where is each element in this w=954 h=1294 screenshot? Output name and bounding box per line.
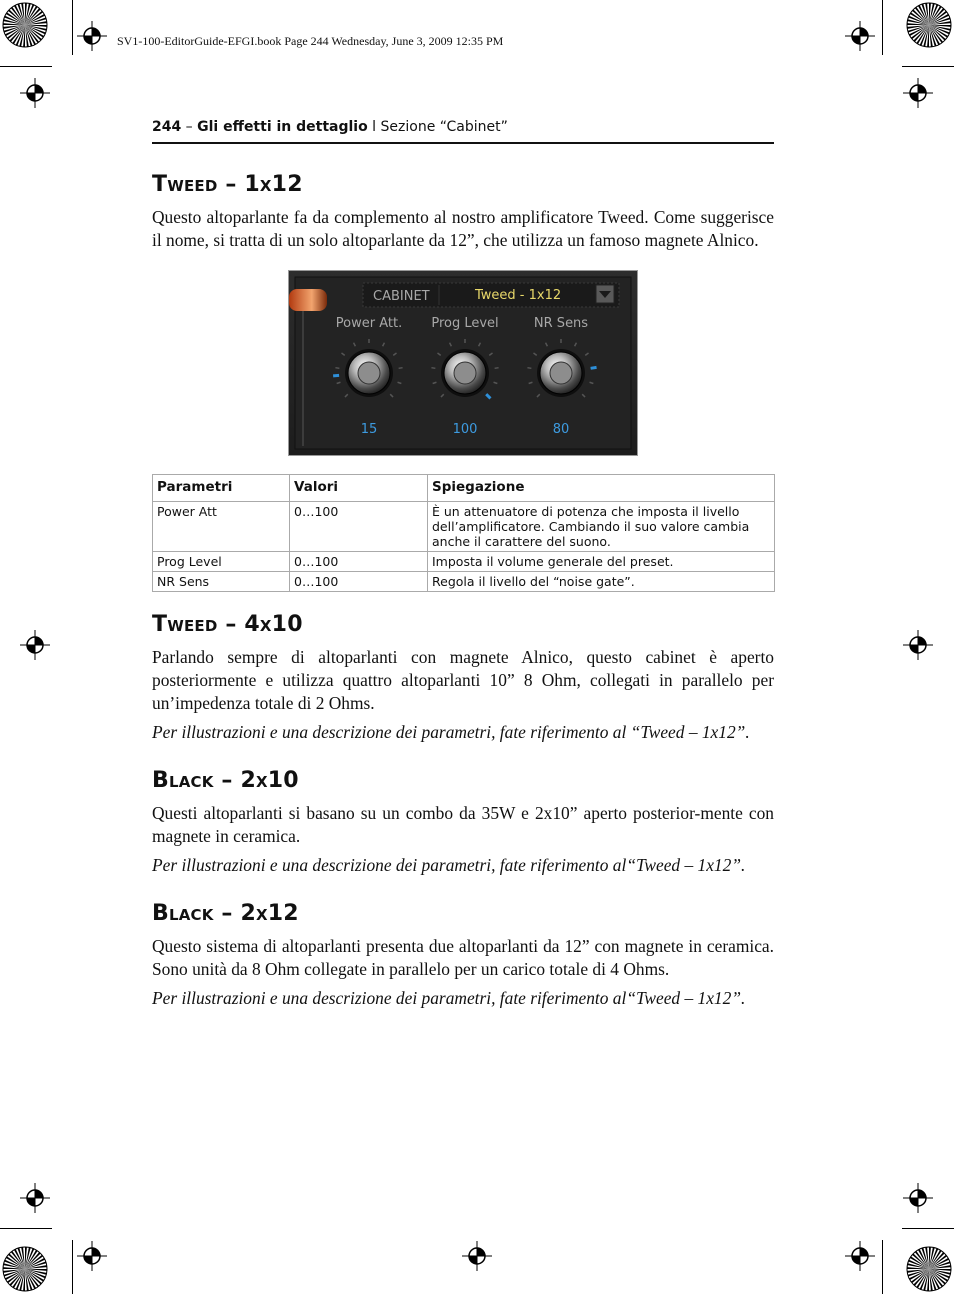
section-title: Black – 2x12 (152, 901, 299, 926)
knob-label: Prog Level (431, 316, 499, 331)
starburst-icon (2, 2, 48, 48)
section-name: Sezione “Cabinet” (380, 119, 508, 135)
section-body: Parlando sempre di altoparlanti con magnete Alnico, questo cabinet è aperto posteriormente e utilizza quattro altoparlanti 10” 8 Ohm, collegati in parallelo per un’impedenza totale di 2 Ohms. (152, 647, 774, 713)
knob-value: 100 (452, 422, 478, 437)
section-note: Per illustrazioni e una descrizione dei parametri, fate riferimento al“Tweed – 1x12”. (152, 988, 746, 1008)
knob-tick (399, 368, 403, 369)
section-note: Per illustrazioni e una descrizione dei parametri, fate riferimento al“Tweed – 1x12”. (152, 855, 746, 875)
starburst-icon (906, 1246, 952, 1292)
table-cell: 0…100 (290, 572, 428, 592)
section-title: Black – 2x10 (152, 768, 299, 793)
knob-tick (495, 368, 499, 369)
knob-cap (454, 362, 476, 384)
registration-mark-icon (845, 1241, 875, 1271)
starburst-icon (906, 2, 952, 48)
knob-label: NR Sens (533, 316, 589, 331)
registration-mark-icon (77, 21, 107, 51)
knob-tick (527, 368, 531, 369)
page-content (152, 170, 774, 1010)
page-number: 244 (152, 119, 182, 135)
knob-tick (431, 368, 435, 369)
table-cell: Regola il livello del “noise gate”. (428, 572, 775, 592)
section-note: Per illustrazioni e una descrizione dei parametri, fate riferimento al “Tweed – 1x12”. (152, 722, 750, 742)
lamp-icon (289, 289, 327, 311)
table-header: Spiegazione (428, 475, 775, 502)
table-cell: È un attenuatore di potenza che imposta il livello dell’amplificatore. Cambiando il suo valore cambia anche il carattere del suono. (428, 502, 775, 552)
parameters-table (152, 474, 775, 592)
header-rule (152, 142, 774, 144)
registration-mark-icon (903, 1183, 933, 1213)
running-head (152, 119, 774, 135)
print-slug: SV1-100-EditorGuide-EFGI.book Page 244 Wednesday, June 3, 2009 12:35 PM (117, 34, 504, 48)
knob-value: 15 (360, 422, 378, 437)
knob-label: Power Att. (335, 316, 403, 331)
table-cell: Prog Level (153, 552, 290, 572)
table-cell: NR Sens (153, 572, 290, 592)
registration-mark-icon (20, 1183, 50, 1213)
head-separator: l (367, 119, 381, 135)
chapter-title: Gli effetti in dettaglio (197, 119, 368, 135)
dropdown-arrow-icon[interactable] (596, 285, 614, 303)
cabinet-selected[interactable]: Tweed - 1x12 (475, 288, 562, 303)
registration-mark-icon (903, 78, 933, 108)
cabinet-label: CABINET (373, 289, 430, 304)
section-title: Tweed – 1x12 (152, 172, 303, 197)
cabinet-panel (289, 271, 637, 455)
table-cell: Imposta il volume generale del preset. (428, 552, 775, 572)
registration-mark-icon (845, 21, 875, 51)
knob-cap (550, 362, 572, 384)
starburst-icon (2, 1246, 48, 1292)
section-title: Tweed – 4x10 (152, 612, 303, 637)
registration-mark-icon (20, 630, 50, 660)
table-header: Parametri (153, 475, 290, 502)
table-cell: Power Att (153, 502, 290, 552)
registration-mark-icon (903, 630, 933, 660)
table-row (153, 502, 775, 552)
table-header: Valori (290, 475, 428, 502)
table-row (153, 552, 775, 572)
knob-tick (335, 368, 339, 369)
knob-level-indicator (591, 367, 597, 368)
section-body: Questi altoparlanti si basano su un combo da 35W e 2x10” aperto posterior-mente con magnete in ceramica. (152, 803, 774, 846)
knob-cap (358, 362, 380, 384)
section-body: Questo altoparlante fa da complemento al nostro amplificatore Tweed. Come suggerisce il nome, si tratta di un solo altoparlante da 12”, che utilizza un famoso magnete Alnico. (152, 207, 774, 250)
knob-value: 80 (552, 422, 570, 437)
table-row (153, 572, 775, 592)
head-dash: – (181, 119, 198, 135)
section-body: Questo sistema di altoparlanti presenta due altoparlanti da 12” con magnete in ceramica. Sono unità da 8 Ohm collegate in parallelo per un carico totale di 4 Ohms. (152, 936, 774, 979)
cabinet-panel-screenshot (288, 270, 638, 456)
registration-mark-icon (20, 78, 50, 108)
registration-mark-icon (462, 1241, 492, 1271)
table-header-row (153, 475, 775, 502)
registration-mark-icon (77, 1241, 107, 1271)
table-cell: 0…100 (290, 502, 428, 552)
table-cell: 0…100 (290, 552, 428, 572)
